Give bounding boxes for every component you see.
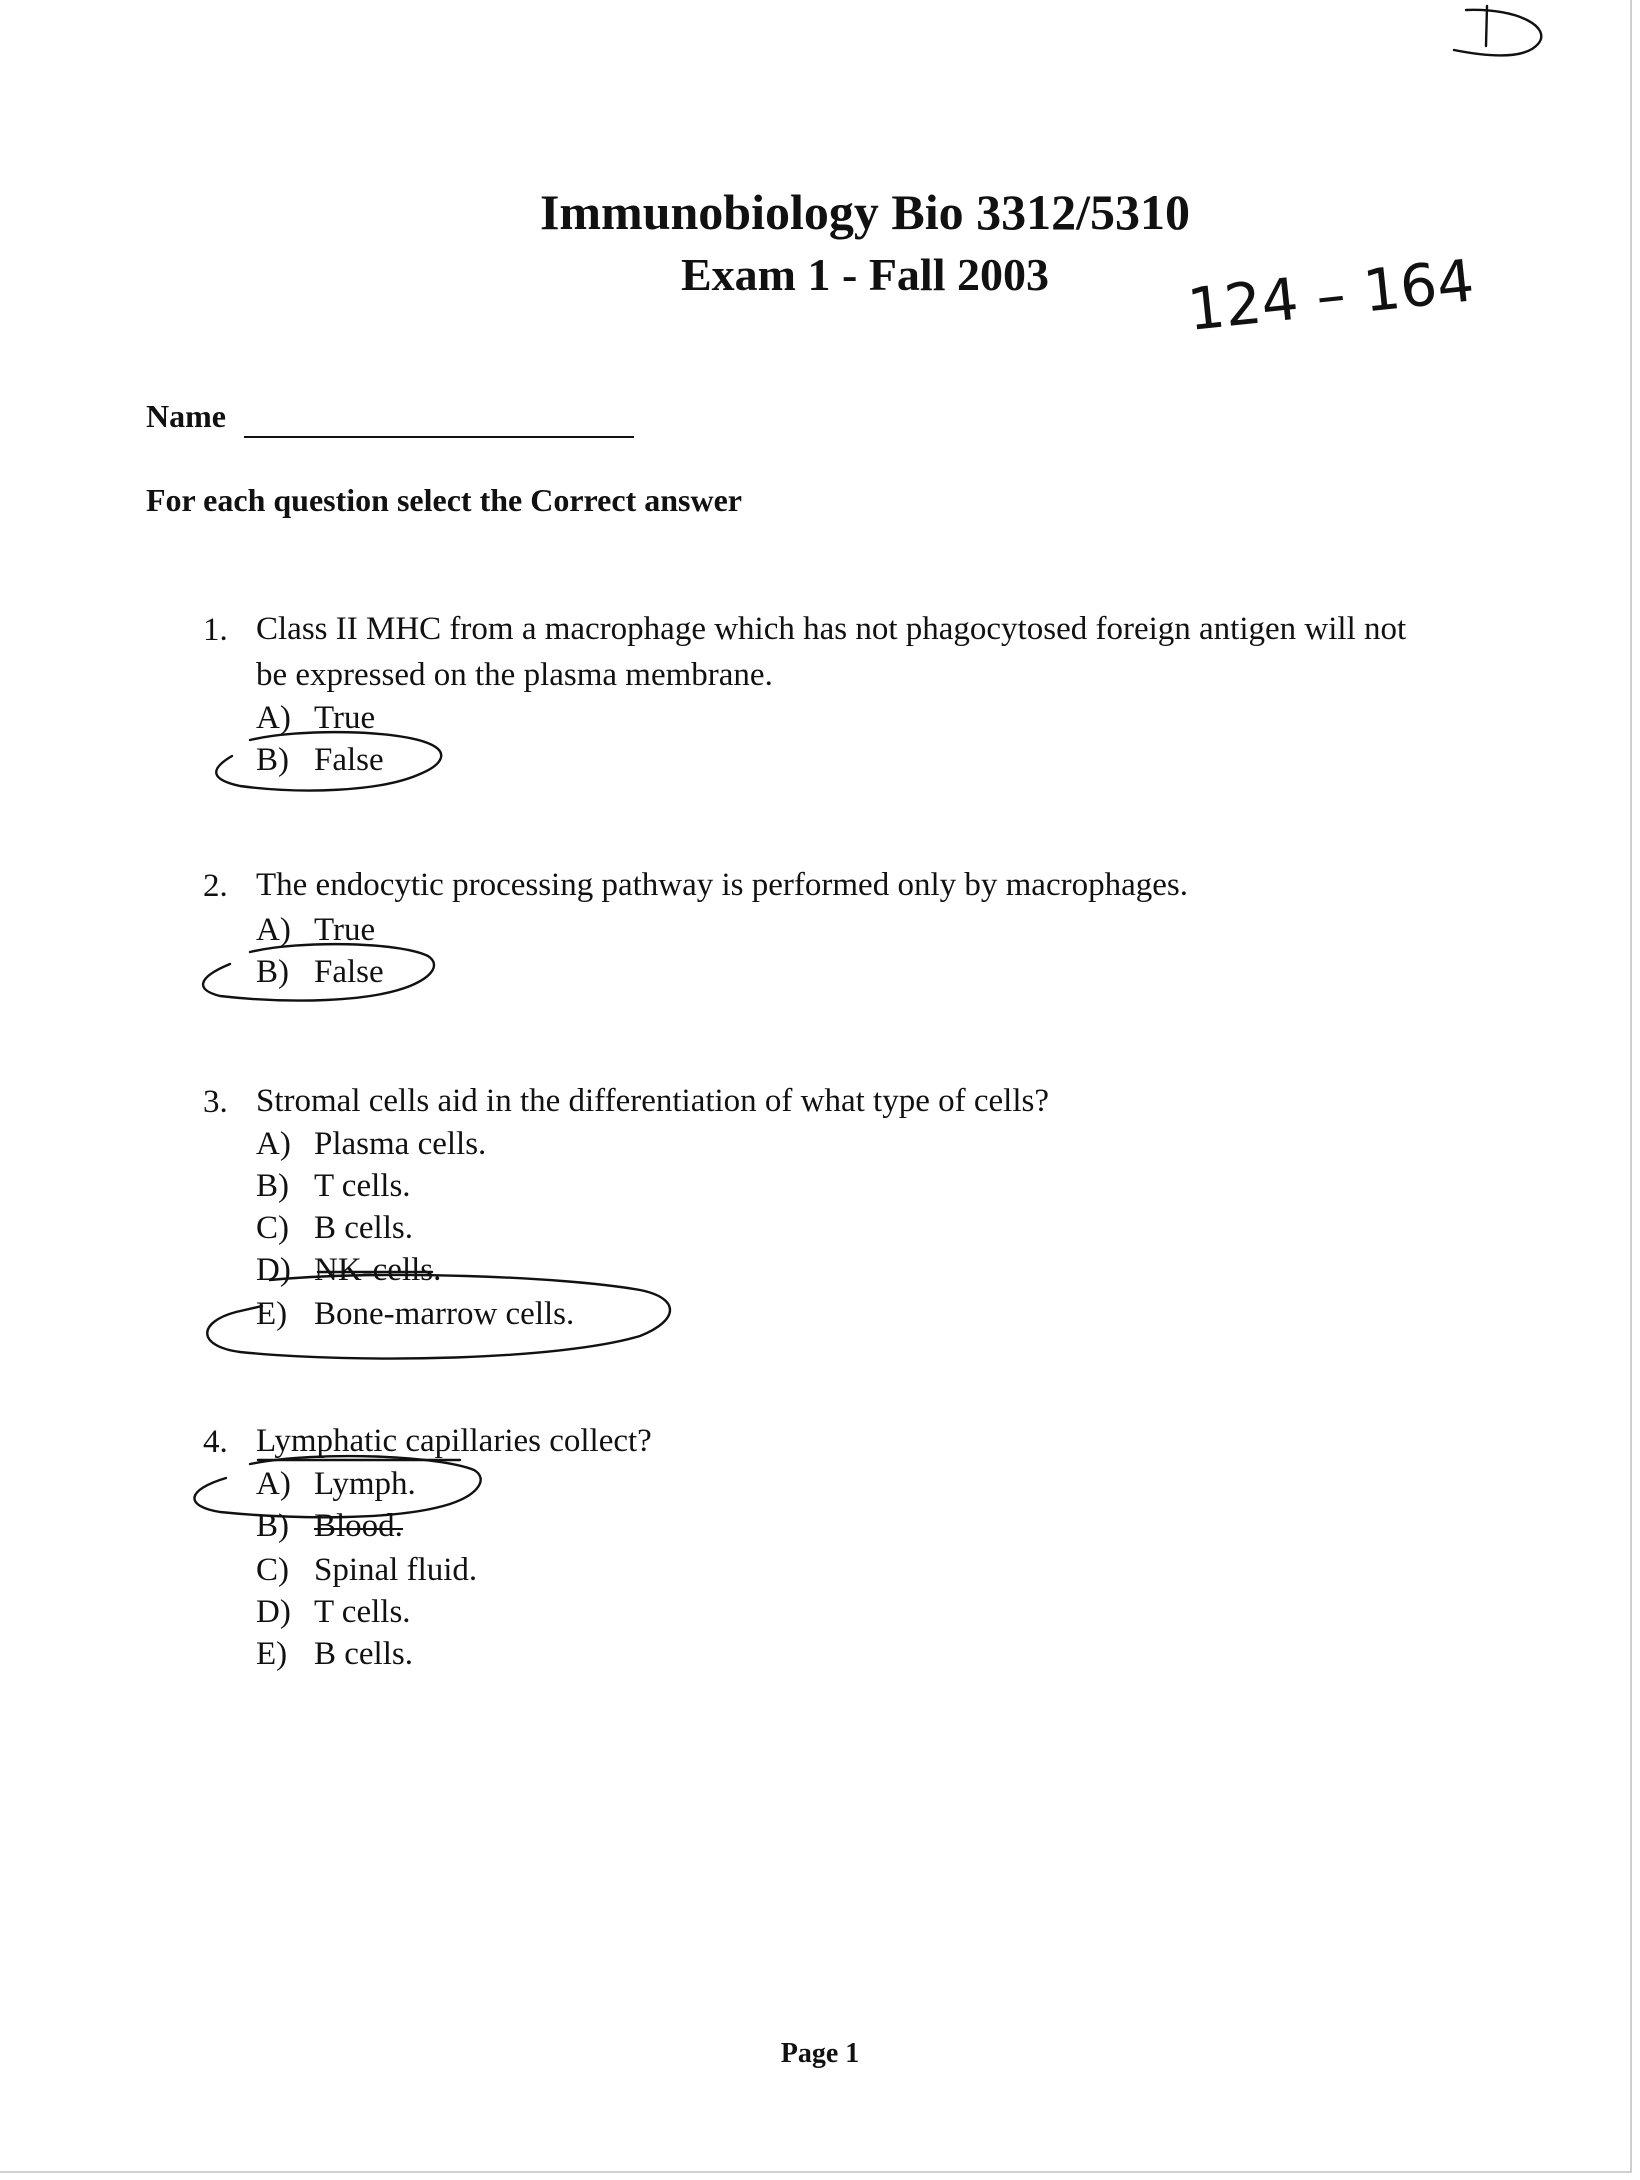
question-1-option-a: A) True [256,700,376,736]
question-3-option-d: D) NK-cells. [256,1252,442,1288]
question-3-option-e: E) Bone-marrow cells. [256,1296,575,1332]
question-2-number: 2. [203,868,228,904]
name-label: Name [146,398,226,434]
question-4-text-line-1: Lymphatic capillaries collect? [256,1423,652,1459]
question-4-option-d: D) T cells. [256,1594,411,1630]
question-2-option-a: A) True [256,912,376,948]
question-3-text-line-1: Stromal cells aid in the differentiation of what type of cells? [256,1083,1049,1119]
question-3-option-c: C) B cells. [256,1210,413,1246]
question-1-text-line-2: be expressed on the plasma membrane. [256,657,773,693]
question-2-text-line-1: The endocytic processing pathway is performed only by macrophages. [256,867,1188,903]
question-3-option-a: A) Plasma cells. [256,1126,487,1162]
question-1-number: 1. [203,612,228,648]
question-4-option-e: E) B cells. [256,1636,413,1672]
question-1-option-b: B) False [256,742,384,778]
instructions: For each question select the Correct answer [146,482,742,518]
question-2-option-b: B) False [256,954,384,990]
question-4-number: 4. [203,1424,228,1460]
handwritten-page-range: 124 – 164 [1184,246,1478,344]
exam-title: Immunobiology Bio 3312/5310 [539,184,1191,240]
question-3-number: 3. [203,1084,228,1120]
name-blank-line [244,436,634,438]
question-3-option-b: B) T cells. [256,1168,411,1204]
question-1-text-line-1: Class II MHC from a macrophage which has not phagocytosed foreign antigen will not [256,611,1407,647]
question-4-option-a: A) Lymph. [256,1466,416,1502]
question-4-option-c: C) Spinal fluid. [256,1552,478,1588]
question-4-option-b: B) Blood. [256,1508,403,1544]
exam-subtitle: Exam 1 - Fall 2003 [681,249,1049,300]
page-number: Page 1 [780,2038,860,2069]
